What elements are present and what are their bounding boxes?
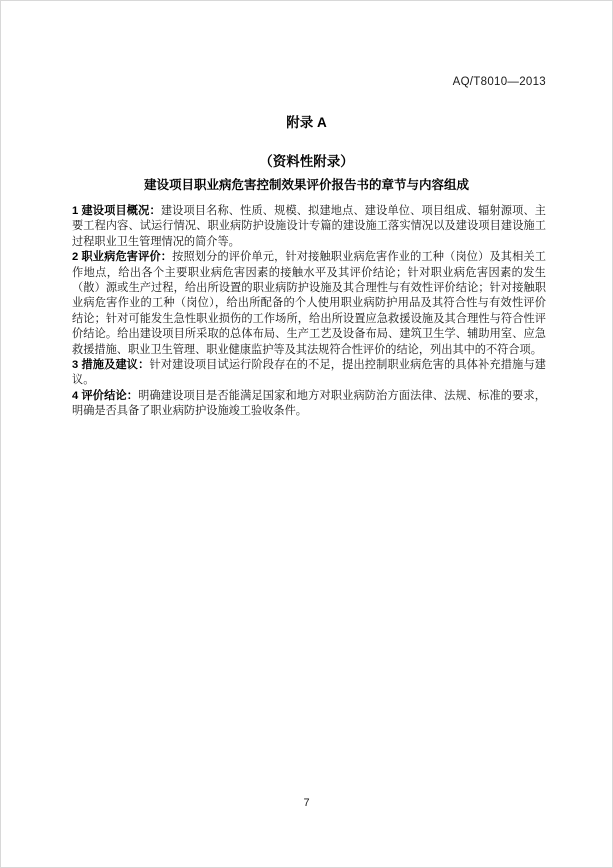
paragraph-2-text: 按照划分的评价单元，针对接触职业病危害作业的工种（岗位）及其相关工作地点，给出各个主要职业病危害因素的接触水平及其评价结论；针对职业病危害因素的发生（散）源或生产过程，给出所设置的职业病防护设施及其合理性与有效性评价结论；针对接触职业病危害作业的工种（岗位），给出所配备的个人使用职业病防护用品及其符合性与有效性评价结论；针对可能发生急性职业损伤的工作场所，给出所设置应急救援设施及其合理性与符合性评价结论。给出建设项目所采取的总体布局、生产工艺及设备布局、建筑卫生学、辅助用室、应急救援措施、职业卫生管理、职业健康监护等及其法规符合性评价的结论，列出其中的不符合项。 (72, 251, 546, 356)
paragraph-3 (72, 358, 546, 389)
page-number: 7 (303, 797, 310, 809)
page-title: 建设项目职业病危害控制效果评价报告书的章节与内容组成 (143, 178, 469, 192)
paragraph-1-label: 1 建设项目概况： (72, 205, 161, 217)
paragraph-4-text: 明确建设项目是否能满足国家和地方对职业病防治方面法律、法规、标准的要求，明确是否具备了职业病防护设施竣工验收条件。 (72, 389, 546, 418)
appendix-heading: 附录 A (286, 115, 327, 130)
paragraph-2 (72, 250, 546, 358)
appendix-type-label: （资料性附录） (259, 154, 354, 169)
paragraph-4 (72, 389, 546, 420)
paragraph-1 (72, 204, 546, 250)
paragraph-1-text: 建设项目名称、性质、规模、拟建地点、建设单位、项目组成、辐射源项、主要工程内容、试运行情况、职业病防护设施设计专篇的建设施工落实情况以及建设项目建设施工过程职业卫生管理情况的简介等。 (72, 205, 546, 248)
paragraph-2-label: 2 职业病危害评价： (72, 251, 173, 264)
paragraph-4-label: 4 评价结论： (72, 389, 139, 402)
body-text-block (72, 204, 546, 420)
standard-code-header: AQ/T8010—2013 (452, 76, 546, 88)
paragraph-3-label: 3 措施及建议： (72, 359, 150, 372)
paragraph-3-text: 针对建设项目试运行阶段存在的不足，提出控制职业病危害的具体补充措施与建议。 (72, 359, 546, 387)
